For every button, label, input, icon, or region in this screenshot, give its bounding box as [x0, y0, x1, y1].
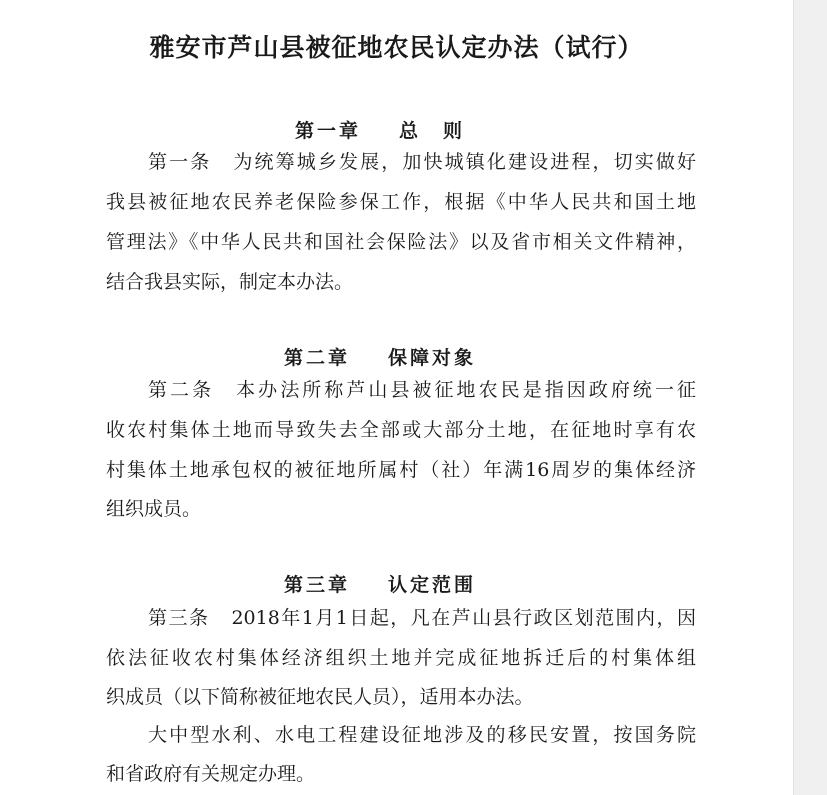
article-line: 村集体土地承包权的被征地所属村（社）年满16周岁的集体经济	[106, 459, 696, 481]
article-label: 第二条	[148, 379, 215, 401]
article-line: 织成员（以下简称被征地农民人员），适用本办法。	[106, 686, 534, 708]
vertical-scrollbar[interactable]	[793, 0, 827, 795]
article-line: 我县被征地农民养老保险参保工作，根据《中华人民共和国土地	[106, 191, 696, 213]
article-line: 收农村集体土地而导致失去全部或大部分土地，在征地时享有农	[106, 419, 696, 441]
article-line	[148, 606, 696, 630]
chapter-name: 保障对象	[388, 347, 477, 369]
article-line: 依法征收农村集体经济组织土地并完成征地拆迁后的村集体组	[106, 647, 696, 669]
article-line: 结合我县实际，制定本办法。	[106, 271, 354, 293]
chapter-heading-3	[0, 570, 760, 597]
article-line: 组织成员。	[106, 498, 202, 520]
article-line	[148, 378, 696, 402]
chapter-heading-1	[0, 116, 760, 143]
article-text: 为统筹城乡发展，加快城镇化建设进程，切实做好	[233, 151, 696, 173]
chapter-number: 第二章	[283, 347, 350, 369]
chapter-name: 认定范围	[388, 574, 477, 596]
article-label: 第三条	[148, 607, 210, 629]
paragraph-line: 和省政府有关规定办理。	[106, 763, 316, 785]
chapter-heading-2	[0, 343, 760, 370]
article-line	[148, 150, 696, 174]
document-title: 雅安市芦山县被征地农民认定办法（试行）	[149, 33, 644, 62]
chapter-number: 第一章	[294, 120, 361, 142]
chapter-number: 第三章	[283, 574, 350, 596]
article-text: 2018年1月1日起，凡在芦山县行政区划范围内，因	[231, 607, 696, 629]
chapter-name: 总 则	[399, 120, 466, 142]
article-text: 本办法所称芦山县被征地农民是指因政府统一征	[236, 379, 696, 401]
article-label: 第一条	[148, 151, 212, 173]
article-line: 管理法》《中华人民共和国社会保险法》以及省市相关文件精神，	[106, 231, 696, 253]
paragraph-line: 大中型水利、水电工程建设征地涉及的移民安置，按国务院	[148, 724, 696, 746]
